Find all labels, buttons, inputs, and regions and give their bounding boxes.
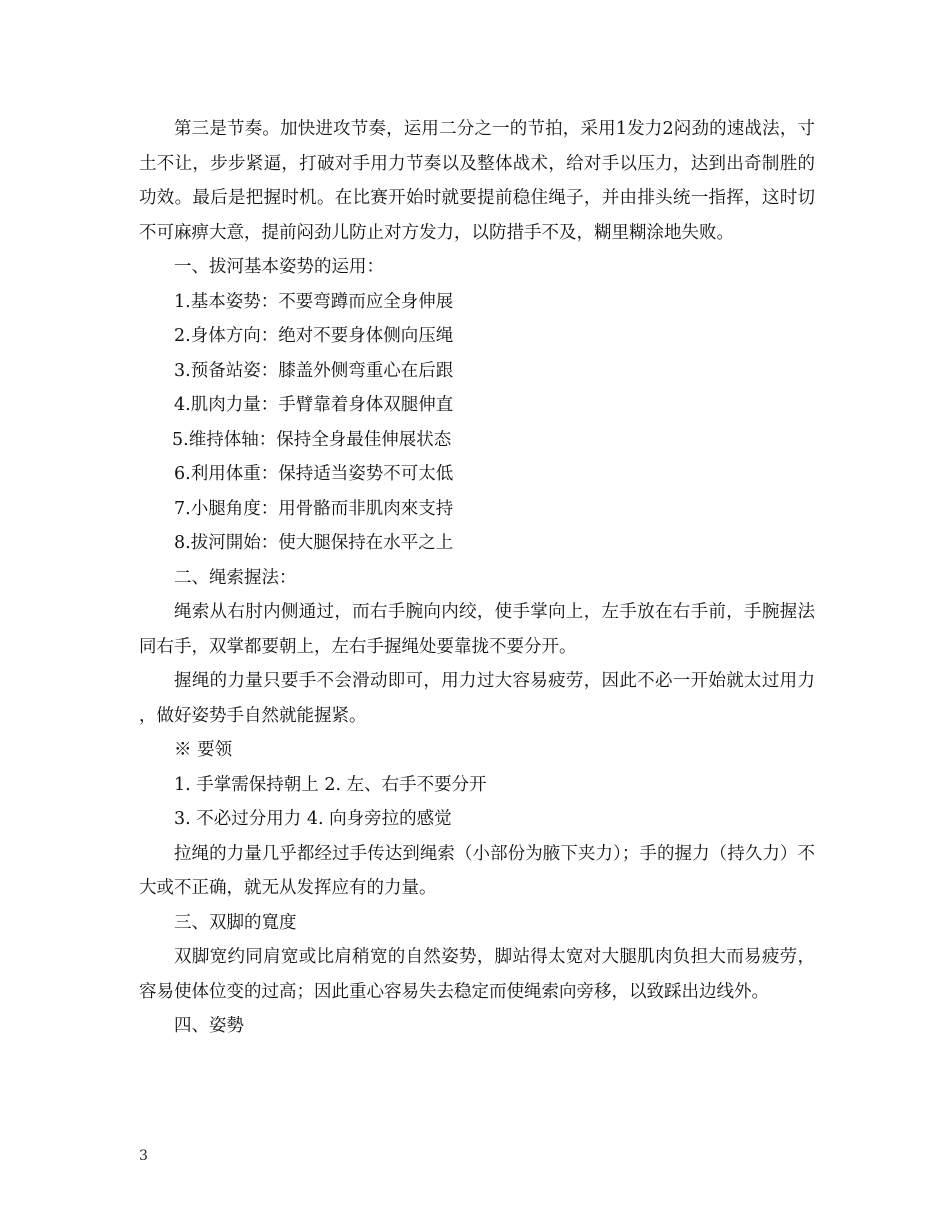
paragraph-grip-strength: 握绳的力量只要手不会滑动即可，用力过大容易疲劳，因此不必一开始就太过用力，做好姿势手自然就能握紧。 (139, 671, 815, 726)
section-heading-rope-grip: 二、绳索握法： (174, 567, 297, 588)
list-item-start: 8.拔河開始：使大腿保持在水平之上 (174, 533, 454, 553)
list-item-ready-stance: 3.预备站姿：膝盖外侧弯重心在后跟 (174, 360, 454, 381)
list-item-body-direction: 2.身体方向：绝对不要身体侧向压绳 (174, 326, 454, 346)
section-heading-basic-posture: 一、拔河基本姿势的运用： (174, 257, 384, 277)
list-item-body-axis: 5.维持体轴：保持全身最佳伸展状态 (172, 429, 452, 450)
paragraph-rhythm: 第三是节奏。加快进攻节奏，运用二分之一的节拍，采用1发力2闷劲的速战法，寸土不让，步步紧逼，打破对手用力节奏以及整体战术，给对手以压力，达到出奇制胜的功效。最后是把握时机。在比赛开始时就要提前稳住绳子，并由排头统一指挥，这时切不可麻痹大意，提前闷劲儿防止对方发力，以防措手不及，糊里糊涂地失败。 (139, 119, 815, 243)
section-heading-posture: 四、姿勢 (174, 1016, 244, 1036)
list-item-calf-angle: 7.小腿角度：用骨骼而非肌肉來支持 (174, 498, 454, 519)
key-points-line-2: 3. 不必过分用力 4. 向身旁拉的感觉 (174, 809, 452, 829)
section-heading-feet-width: 三、双脚的寬度 (174, 912, 297, 933)
document-body (139, 112, 815, 1044)
paragraph-pulling-force: 拉绳的力量几乎都经过手传达到绳索（小部份为腋下夹力）；手的握力（持久力）不大或不正确，就无从发挥应有的力量。 (139, 843, 815, 898)
list-item-body-weight: 6.利用体重：保持适当姿势不可太低 (174, 464, 454, 484)
paragraph-rope-grip: 绳索从右肘内侧通过，而右手腕向内绞，使手掌向上，左手放在右手前，手腕握法同右手，双掌都要朝上，左右手握绳处要靠拢不要分开。 (139, 602, 815, 657)
section-heading-key-points: ※ 要领 (174, 740, 233, 760)
list-item-basic-posture: 1.基本姿势：不要弯蹲而应全身伸展 (174, 291, 454, 312)
paragraph-feet-width: 双脚宽约同肩宽或比肩稍宽的自然姿势，脚站得太宽对大腿肌肉负担大而易疲劳，容易使体位变的过高；因此重心容易失去稳定而使绳索向旁移，以致踩出边线外。 (139, 947, 815, 1002)
page-number: 3 (139, 1148, 148, 1164)
list-item-muscle-strength: 4.肌肉力量：手臂靠着身体双腿伸直 (174, 395, 454, 415)
key-points-line-1: 1. 手掌需保持朝上 2. 左、右手不要分开 (174, 774, 487, 795)
